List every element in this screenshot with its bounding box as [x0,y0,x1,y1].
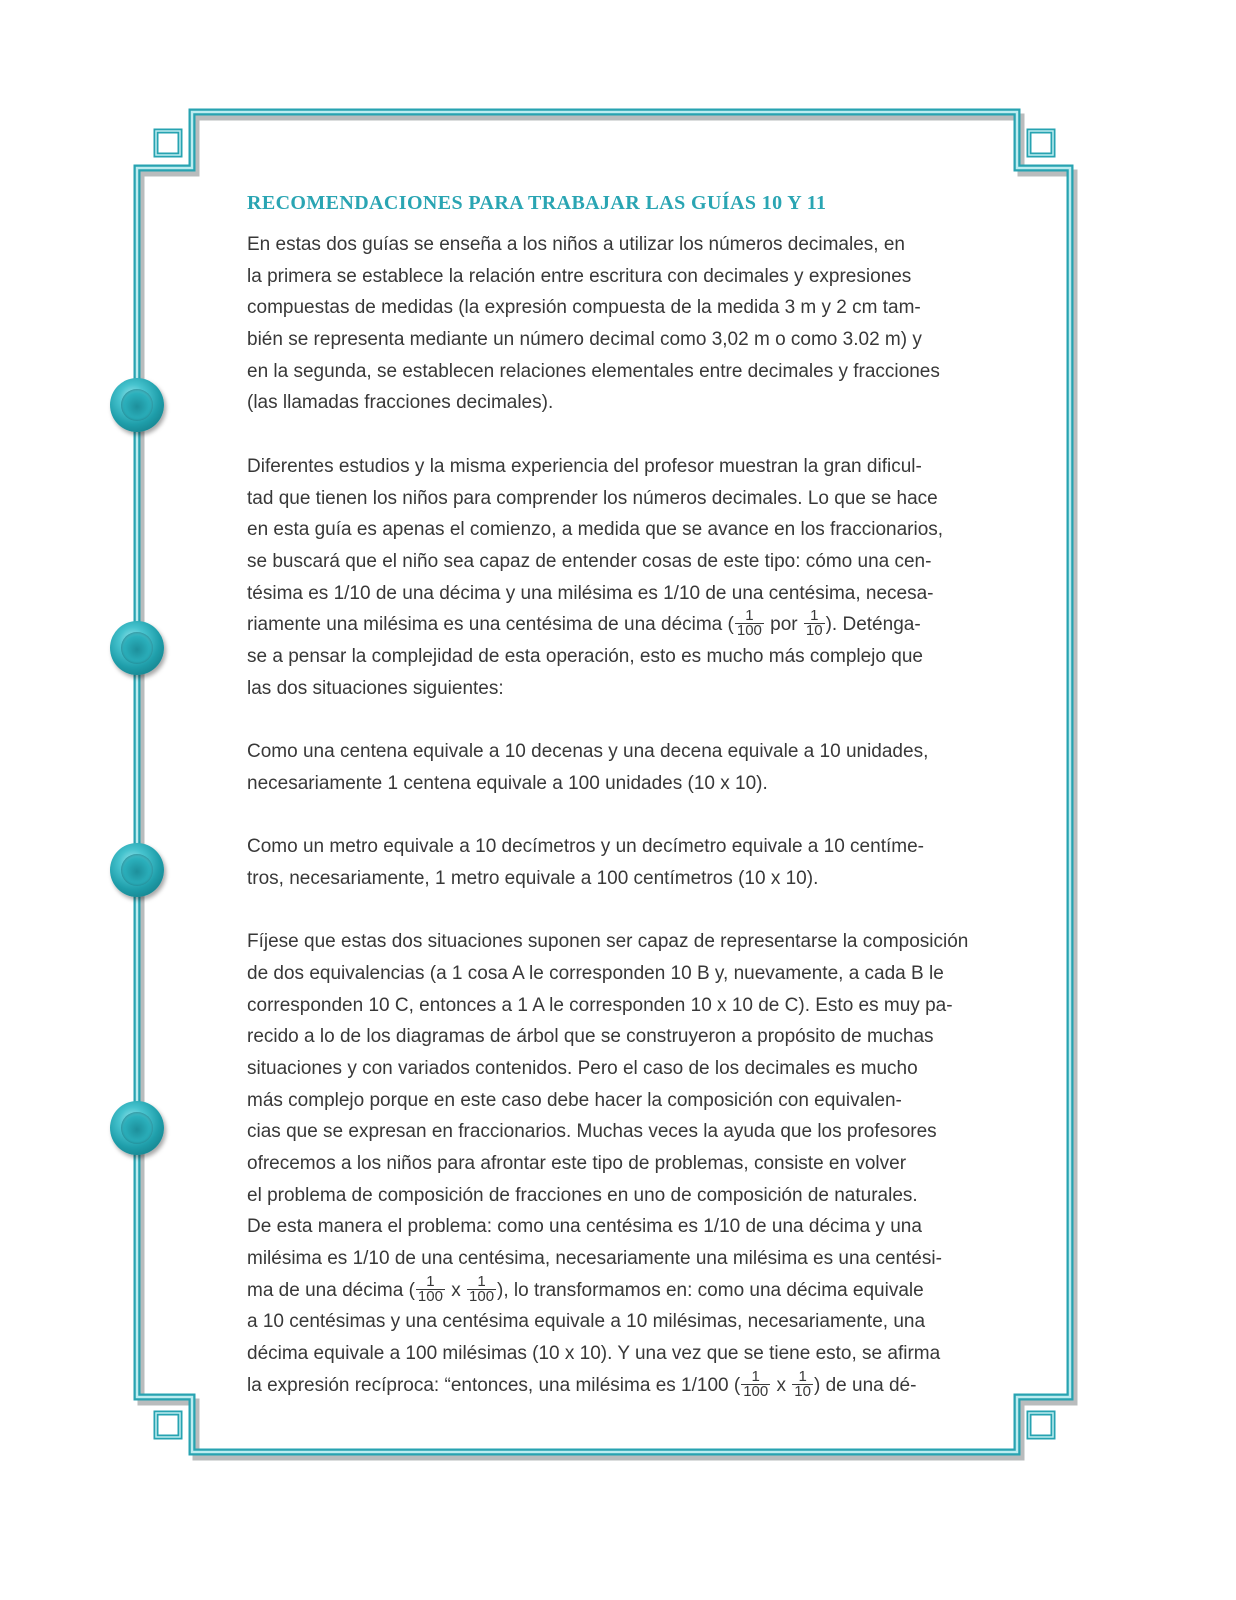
body-line: de dos equivalencias (a 1 cosa A le corresponden 10 B y, nuevamente, a cada B le [247,962,944,984]
paragraph-composition [247,926,1027,1401]
body-line: compuestas de medidas (la expresión compuesta de la medida 3 m y 2 cm tam- [247,297,921,319]
fraction-denominator: 100 [469,1287,495,1305]
binder-ring-icon [110,378,164,432]
text-segment: x [445,1279,467,1301]
corner-ornament-top-left [156,131,180,155]
text-segment: ), lo transformamos en: como una décima equivale [497,1279,924,1301]
body-line: tad que tienen los niños para comprender los números decimales. Lo que se hace [247,487,938,509]
fraction [416,1272,445,1305]
fraction-numerator: 1 [798,1367,807,1385]
body-line: situaciones y con variados contenidos. Pero el caso de los decimales es mucho [247,1057,918,1079]
body-line: necesariamente 1 centena equivale a 100 unidades (10 x 10). [247,772,768,794]
text-segment: por [764,614,803,636]
body-line: las dos situaciones siguientes: [247,677,504,699]
body-line: recido a lo de los diagramas de árbol que se construyeron a propósito de muchas [247,1026,934,1048]
body-line: más complejo porque en este caso debe hacer la composición con equivalen- [247,1089,902,1111]
body-line: (las llamadas fracciones decimales). [247,392,554,414]
body-line: tros, necesariamente, 1 metro equivale a 100 centímetros (10 x 10). [247,867,819,889]
fraction-denominator: 10 [805,622,823,640]
body-line: ofrecemos a los niños para afrontar este tipo de problemas, consiste en volver [247,1152,907,1174]
body-text [247,229,1027,1433]
paragraph-metro [247,831,1027,894]
binder-ring-icon [110,1101,164,1155]
body-line: se buscará que el niño sea capaz de entender cosas de este tipo: cómo una cen- [247,550,932,572]
text-segment: ) de una dé- [813,1374,917,1396]
body-line: En estas dos guías se enseña a los niños a utilizar los números decimales, en [247,234,905,255]
binder-ring-icon [110,843,164,897]
body-line: el problema de composición de fracciones en uno de composición de naturales. [247,1184,918,1206]
body-line: en esta guía es apenas el comienzo, a medida que se avance en los fraccionarios, [247,519,944,541]
paragraph-centena [247,736,1027,799]
fraction [467,1272,496,1305]
paragraph-intro [247,229,1027,419]
corner-ornament-bottom-right [1029,1413,1053,1437]
binder-ring-icon [110,621,164,675]
body-line: Como un metro equivale a 10 decímetros y un decímetro equivale a 10 centíme- [247,836,924,858]
body-line: Fíjese que estas dos situaciones suponen ser capaz de representarse la composición [247,931,969,953]
text-segment: ). Deténga- [825,614,921,636]
body-line: Como una centena equivale a 10 decenas y una decena equivale a 10 unidades, [247,741,929,762]
body-line: bién se representa mediante un número decimal como 3,02 m o como 3.02 m) y [247,329,922,351]
body-line: Diferentes estudios y la misma experiencia del profesor muestran la gran dificul- [247,455,922,477]
paragraph-difficulty [247,451,1027,705]
fraction [792,1367,813,1400]
corner-ornament-top-right [1029,131,1053,155]
text-segment: riamente una milésima es una centésima de una décima ( [247,614,734,636]
body-line-with-fractions [247,1367,1027,1402]
fraction-denominator: 100 [417,1287,443,1305]
text-segment: ma de una décima ( [247,1279,415,1301]
fraction-numerator: 1 [810,607,819,625]
section-title: RECOMENDACIONES PARA TRABAJAR LAS GUÍAS 10 Y 11 [247,192,827,214]
body-line: tésima es 1/10 de una décima y una milésima es 1/10 de una centésima, necesa- [247,582,934,604]
fraction [804,609,825,638]
body-line-with-fractions [247,1272,1027,1307]
fraction-numerator: 1 [477,1272,486,1290]
fraction [735,609,764,638]
fraction [741,1367,770,1400]
body-line: se a pensar la complejidad de esta operación, esto es mucho más complejo que [247,645,923,667]
fraction-denominator: 100 [736,622,762,640]
body-line: a 10 centésimas y una centésima equivale a 10 milésimas, necesariamente, una [247,1311,926,1333]
body-line-with-fractions [247,609,1027,641]
body-line: corresponden 10 C, entonces a 1 A le corresponden 10 x 10 de C). Esto es muy pa- [247,994,953,1016]
fraction-denominator: 100 [743,1382,769,1400]
corner-ornament-bottom-left [156,1413,180,1437]
text-segment: la expresión recíproca: “entonces, una milésima es 1/100 ( [247,1374,741,1396]
body-line: la primera se establece la relación entre escritura con decimales y expresiones [247,265,912,287]
fraction-numerator: 1 [745,607,754,625]
fraction-numerator: 1 [751,1367,760,1385]
body-line: De esta manera el problema: como una centésima es 1/10 de una décima y una [247,1216,922,1238]
body-line: cias que se expresan en fraccionarios. Muchas veces la ayuda que los profesores [247,1121,937,1143]
body-line: milésima es 1/10 de una centésima, necesariamente una milésima es una centési- [247,1248,942,1269]
body-line: en la segunda, se establecen relaciones elementales entre decimales y fracciones [247,360,940,382]
fraction-numerator: 1 [426,1272,435,1290]
text-segment: x [771,1374,792,1396]
body-line: décima equivale a 100 milésimas (10 x 10). Y una vez que se tiene esto, se afirma [247,1343,941,1365]
fraction-denominator: 10 [794,1382,811,1400]
